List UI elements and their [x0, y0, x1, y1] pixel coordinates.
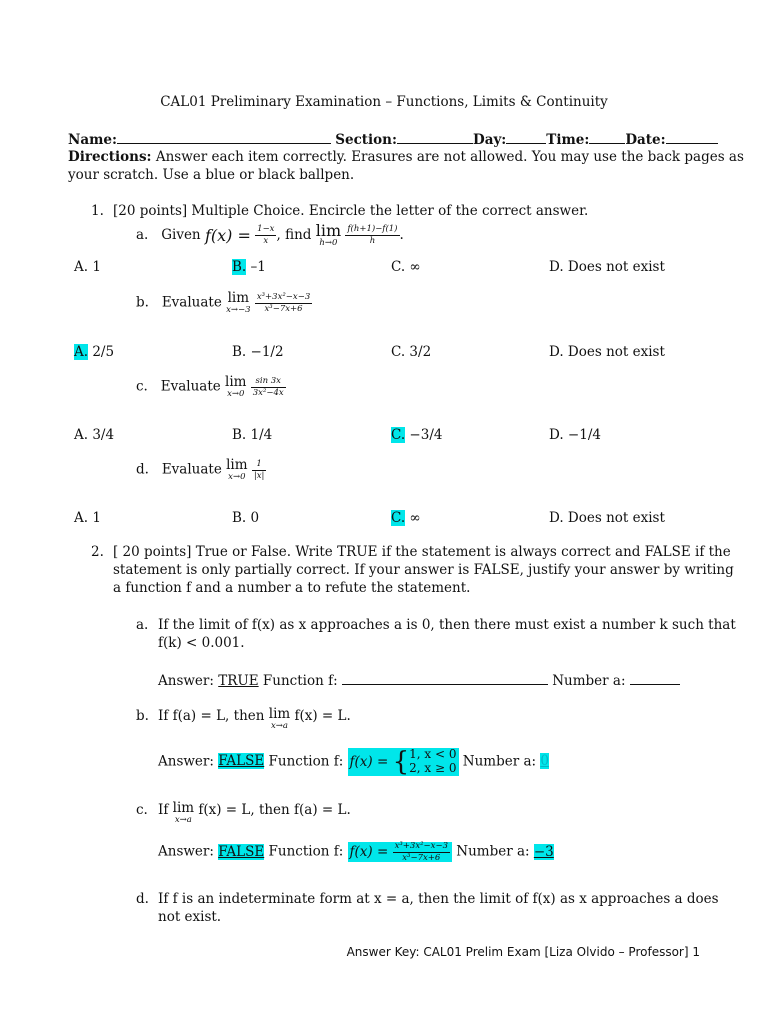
choice-letter-highlighted: C. — [391, 427, 406, 443]
choice-letter-highlighted: C. — [391, 510, 406, 526]
q2-line-3: a function f and a number a to refute the statement. — [113, 580, 471, 596]
q2c-statement-end: f(x) = L, then f(a) = L. — [194, 802, 351, 818]
q1b-fraction — [255, 293, 312, 313]
q1a-limit — [316, 223, 341, 248]
q1a-given: Given — [161, 226, 205, 243]
choice-text: Does not exist — [563, 344, 665, 360]
choice-letter: C. — [391, 259, 406, 275]
q1b-lim-word: lim — [227, 290, 250, 306]
q2a-line-1: If the limit of f(x) as x approaches a is 0, then there must exist a number k such that — [158, 617, 736, 633]
q1a-fraction — [255, 225, 276, 245]
time-label: Time: — [546, 132, 590, 148]
q1d-prompt — [136, 459, 266, 481]
q2d-line-2: not exist. — [158, 909, 222, 925]
q2c-statement — [158, 802, 351, 824]
choice-letter: B. — [232, 344, 247, 360]
q1c-prompt — [136, 376, 286, 398]
q1a-limit-fraction — [345, 225, 399, 245]
q1c-lim-sub: x→0 — [227, 388, 245, 399]
q2-number: 2. — [91, 544, 104, 560]
q1a-func: f(x) = — [204, 225, 251, 245]
q2c-num: x³+3x²−x−3 — [394, 841, 448, 851]
q2b-function — [348, 748, 459, 776]
q2b-number-value[interactable]: 0 — [540, 753, 549, 770]
q1b-prompt — [136, 292, 312, 314]
q2b-func-lhs: f(x) = — [349, 753, 393, 770]
q1b-num: x³+3x²−x−3 — [256, 292, 311, 302]
q2b-answer[interactable]: FALSE — [218, 753, 265, 770]
q1b-choice-b[interactable] — [232, 344, 284, 360]
q1c-num: sin 3x — [251, 377, 286, 388]
choice-text: ∞ — [405, 259, 421, 275]
q2c-function — [348, 842, 452, 862]
q1d-letter: d. — [136, 461, 149, 478]
choice-text: −3/4 — [405, 427, 443, 443]
q1a-lim-sub: h→0 — [319, 238, 338, 248]
q2b-answer-row — [158, 748, 549, 776]
q1d-choice-c[interactable] — [391, 510, 421, 526]
day-label: Day: — [472, 132, 507, 148]
date-blank[interactable] — [666, 131, 718, 144]
q1a-find: , find — [276, 226, 316, 243]
choice-letter: B. — [232, 510, 247, 526]
q1b-choice-c[interactable] — [391, 344, 431, 360]
q2c-func-lhs: f(x) = — [349, 844, 393, 860]
q1b-letter: b. — [136, 294, 149, 311]
q2d-line-1: If f is an indeterminate form at x = a, then the limit of f(x) as x approaches a does — [158, 891, 719, 907]
choice-letter-highlighted: A. — [74, 344, 89, 360]
q1c-limit — [225, 376, 246, 398]
q1d-choice-a[interactable] — [74, 510, 101, 526]
q1b-choice-a[interactable] — [74, 344, 114, 360]
q1d-lim-word: lim — [226, 457, 248, 473]
q1c-fraction — [251, 377, 286, 397]
number-label: Number a: — [451, 843, 534, 860]
q1d-evaluate: Evaluate — [161, 461, 227, 478]
answer-label: Answer: — [158, 843, 219, 860]
q2a-answer[interactable]: TRUE — [218, 673, 259, 689]
q2b-statement — [158, 708, 351, 730]
choice-letter: D. — [549, 344, 564, 360]
choice-text: 3/4 — [88, 427, 115, 443]
answer-label: Answer: — [158, 753, 219, 770]
q1d-den: |x| — [253, 470, 265, 481]
q2d-letter: d. — [136, 891, 149, 907]
section-label: Section: — [335, 132, 397, 148]
q2b-statement-start: If f(a) = L, then — [158, 708, 269, 724]
q1-number: 1. — [91, 203, 104, 219]
q1-heading: [20 points] Multiple Choice. Encircle the letter of the correct answer. — [113, 203, 589, 219]
q2b-limit — [269, 708, 290, 730]
q1c-choice-b[interactable] — [232, 427, 272, 443]
choice-text: −1/4 — [563, 427, 601, 443]
q1b-evaluate: Evaluate — [161, 294, 227, 311]
choice-letter: A. — [74, 510, 89, 526]
q2b-pieces — [409, 748, 456, 776]
q2a-letter: a. — [136, 617, 149, 633]
number-label: Number a: — [547, 673, 630, 689]
choice-text: 1/4 — [246, 427, 273, 443]
choice-text: 1 — [88, 259, 101, 275]
q1c-den: 3x²−4x — [252, 387, 284, 398]
q2c-fraction — [393, 842, 450, 862]
q2a-answer-row — [158, 672, 680, 689]
choice-letter: A. — [74, 427, 89, 443]
q2c-statement-start: If — [158, 802, 173, 818]
q2a-number-blank[interactable] — [630, 672, 680, 685]
q1d-fraction — [252, 460, 267, 480]
q1a-period: . — [399, 226, 404, 243]
time-blank[interactable] — [589, 131, 625, 144]
q2b-statement-end: f(x) = L. — [290, 708, 351, 724]
function-label: Function f: — [264, 753, 348, 770]
choice-text: 1 — [88, 510, 101, 526]
directions-line-2: your scratch. Use a blue or black ballpen. — [68, 167, 355, 183]
q1a-lim-word: lim — [315, 221, 342, 240]
q2b-lim-word: lim — [268, 706, 291, 722]
choice-text: 2/5 — [88, 344, 115, 360]
q1c-lim-word: lim — [225, 374, 247, 390]
q1d-lim-sub: x→0 — [228, 471, 246, 482]
q2a-line-2: f(k) < 0.001. — [158, 635, 245, 651]
q2c-den: x³−7x+6 — [402, 852, 441, 863]
q1a-choice-d[interactable] — [549, 259, 665, 275]
q2c-answer[interactable]: FALSE — [218, 843, 265, 860]
page-footer: Answer Key: CAL01 Prelim Exam [Liza Olvido – Professor] 1 — [346, 945, 700, 959]
choice-text: Does not exist — [563, 510, 665, 526]
q1d-choice-d[interactable] — [549, 510, 665, 526]
directions-label: Directions: — [68, 149, 152, 165]
q2-line-2: statement is only partially correct. If your answer is FALSE, justify your answer by writing — [113, 562, 734, 578]
choice-text: Does not exist — [563, 259, 665, 275]
q2b-piece-1: 1, x < 0 — [409, 747, 457, 761]
q2c-limit — [173, 802, 194, 824]
q1b-lim-sub: x→−3 — [226, 304, 251, 315]
day-blank[interactable] — [506, 131, 546, 144]
q2b-piece-2: 2, x ≥ 0 — [409, 760, 457, 775]
number-label: Number a: — [458, 753, 541, 770]
q1d-num: 1 — [252, 460, 267, 471]
choice-letter: D. — [549, 427, 564, 443]
choice-text: –1 — [246, 259, 266, 275]
q1c-evaluate: Evaluate — [160, 378, 226, 395]
choice-letter-highlighted: B. — [232, 259, 247, 275]
q1c-choice-a[interactable] — [74, 427, 114, 443]
q1c-choice-c[interactable] — [391, 427, 442, 443]
choice-text: 3/2 — [405, 344, 432, 360]
q1b-choice-d[interactable] — [549, 344, 665, 360]
directions-text: Answer each item correctly. Erasures are not allowed. You may use the back pages as — [155, 149, 744, 165]
q2c-number-value[interactable]: −3 — [533, 843, 554, 860]
q1d-limit — [226, 459, 247, 481]
answer-label: Answer: — [158, 673, 219, 689]
choice-text: 0 — [246, 510, 260, 526]
q1b-limit — [226, 292, 250, 314]
function-label: Function f: — [258, 673, 342, 689]
q2c-answer-row — [158, 842, 554, 862]
directions-line-1 — [68, 149, 744, 165]
q1c-letter: c. — [136, 378, 148, 395]
brace-icon: { — [392, 746, 410, 777]
q1a-letter: a. — [136, 226, 149, 243]
q1d-choice-b[interactable] — [232, 510, 259, 526]
choice-letter: D. — [549, 510, 564, 526]
name-label: Name: — [68, 132, 117, 148]
q1a-frac-den: x — [263, 235, 269, 246]
date-label: Date: — [625, 132, 666, 148]
q1a-choice-a[interactable] — [74, 259, 101, 275]
q2b-lim-sub: x→a — [270, 720, 288, 731]
choice-letter: C. — [391, 344, 406, 360]
choice-letter: B. — [232, 427, 247, 443]
section-blank[interactable] — [397, 131, 473, 144]
exam-title: CAL01 Preliminary Examination – Functions, Limits & Continuity — [160, 94, 608, 110]
q2c-lim-sub: x→a — [174, 814, 192, 825]
q1a-prompt — [136, 223, 404, 248]
q1a-lim-den: h — [369, 235, 376, 246]
choice-text: −1/2 — [246, 344, 284, 360]
q2c-lim-word: lim — [172, 800, 195, 816]
header-fields — [68, 131, 718, 148]
q1a-choice-b[interactable] — [232, 259, 266, 275]
q1c-choice-d[interactable] — [549, 427, 601, 443]
q2-line-1: [ 20 points] True or False. Write TRUE if the statement is always correct and FALSE if the — [113, 544, 731, 560]
choice-letter: A. — [74, 259, 89, 275]
name-blank[interactable] — [117, 131, 331, 144]
q1a-lim-num: f(h+1)−f(1) — [347, 224, 398, 235]
q2a-function-blank[interactable] — [342, 672, 548, 685]
q1a-frac-num: 1−x — [257, 224, 275, 235]
choice-text: ∞ — [405, 510, 421, 526]
choice-letter: D. — [549, 259, 564, 275]
q2c-letter: c. — [136, 802, 148, 818]
q1b-den: x³−7x+6 — [264, 303, 303, 314]
q2b-letter: b. — [136, 708, 149, 724]
q1a-choice-c[interactable] — [391, 259, 421, 275]
function-label: Function f: — [264, 843, 348, 860]
